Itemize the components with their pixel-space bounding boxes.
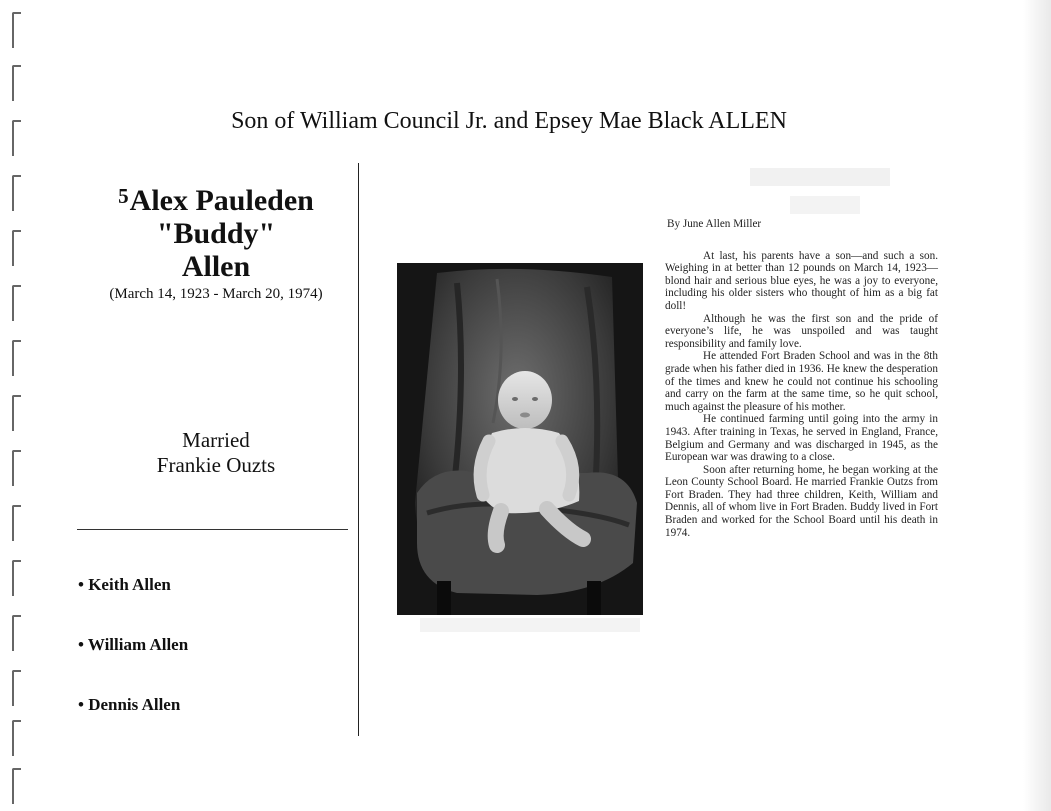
photo-image (397, 263, 643, 615)
person-name-line1 (76, 180, 356, 217)
married-label: Married (182, 428, 250, 452)
marriage-block (76, 428, 356, 478)
article-paragraph: He attended Fort Braden School and was in the 8th grade when his father died in 1936. He knew the desperation of the times and knew he could not continue his schooling and carry on the farm at the same time, so he quit school, much against the pleasure of his mother. (665, 350, 938, 413)
child-item: • William Allen (78, 635, 189, 654)
article-paragraph: At last, his parents have a son—and such a son. Weighing in at better than 12 pounds on March 14, 1923—blond hair and serious blue eyes, he was a joy to everyone, including his older sisters who thought of him as a big fat doll! (665, 249, 938, 312)
column-divider (358, 163, 359, 736)
article-paragraph: Soon after returning home, he began working at the Leon County School Board. He married Frankie Outzs from Fort Braden. They had three children, Keith, William and Dennis, all of whom live in Fort Braden. Buddy lived in Fort Braden and worked for the School Board until his death in 1974. (665, 463, 938, 539)
binding-ring (12, 340, 21, 376)
binding-ring (12, 65, 21, 101)
person-nickname: "Buddy" (156, 217, 276, 250)
binding-ring (12, 395, 21, 431)
article-paragraph: He continued farming until going into the army in 1943. After training in Texas, he served in England, France, Belgium and Germany and was discharged in 1945, as the European war was drawing to a close. (665, 413, 938, 464)
binding-ring (12, 230, 21, 266)
child-item: • Dennis Allen (78, 695, 181, 714)
section-divider (77, 529, 348, 530)
biography-article (665, 218, 938, 539)
child-item: • Keith Allen (78, 575, 171, 594)
binding-ring (12, 505, 21, 541)
binding-ring (12, 560, 21, 596)
binding-ring (12, 450, 21, 486)
person-name-block (76, 180, 356, 303)
binding-ring (12, 285, 21, 321)
binding-ring (12, 768, 21, 804)
binding-ring (12, 615, 21, 651)
binding-ring (12, 12, 21, 48)
person-name-first: Alex Pauleden (129, 184, 314, 217)
baby-portrait-photo (397, 263, 643, 615)
article-byline: By June Allen Miller (667, 218, 762, 230)
page-title: Son of William Council Jr. and Epsey Mae Black ALLEN (231, 108, 787, 134)
spouse-name: Frankie Ouzts (156, 453, 276, 477)
person-surname: Allen (181, 250, 251, 283)
photo-shadow (420, 618, 640, 632)
binding-ring (12, 670, 21, 706)
person-dates: (March 14, 1923 - March 20, 1974) (109, 286, 323, 302)
article-paragraph: Although he was the first son and the pride of everyone’s life, he was unspoiled and was taught responsibility and family love. (665, 312, 938, 350)
binding-ring (12, 720, 21, 756)
children-list (78, 575, 188, 755)
binding-ring (12, 175, 21, 211)
show-through-shadow (740, 160, 910, 220)
page-edge-shadow (1023, 0, 1051, 811)
generation-number: 5 (118, 184, 129, 208)
